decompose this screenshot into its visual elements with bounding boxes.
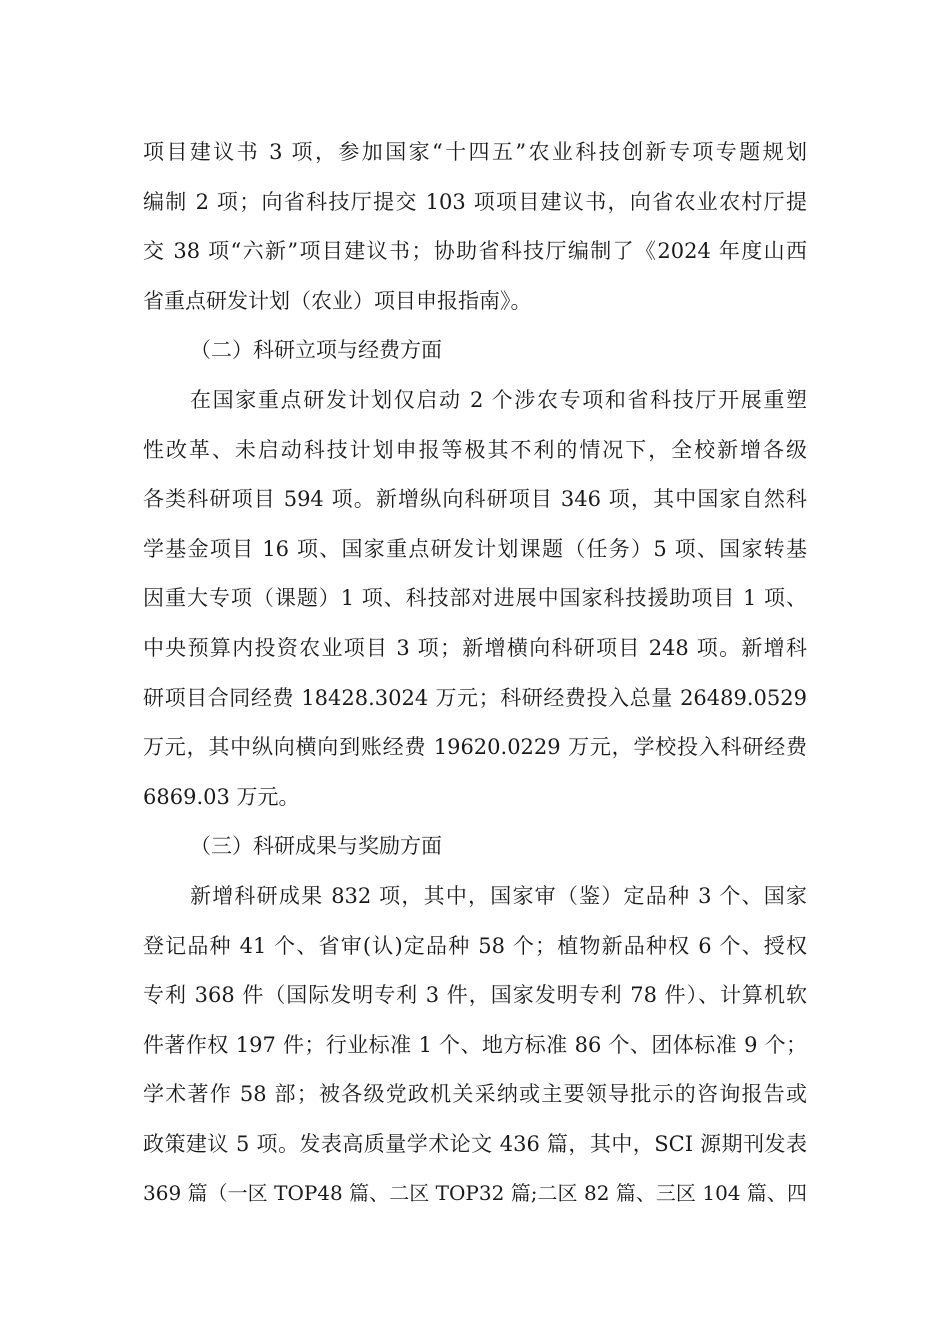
- text-line: 369 篇（一区 TOP48 篇、二区 TOP32 篇;二区 82 篇、三区 104 篇、四: [143, 1181, 807, 1206]
- text-line: 件著作权 197 件；行业标准 1 个、地方标准 86 个、团体标准 9 个；: [143, 1032, 807, 1057]
- text-line: 登记品种 41 个、省审(认)定品种 58 个；植物新品种权 6 个、授权: [143, 933, 807, 958]
- section-heading: （二）科研立项与经费方面: [190, 338, 442, 363]
- text-line: 编制 2 项；向省科技厅提交 103 项项目建议书，向省农业农村厅提: [143, 189, 807, 214]
- text-line: 学基金项目 16 项、国家重点研发计划课题（任务）5 项、国家转基: [143, 536, 807, 561]
- text-line: 万元，其中纵向横向到账经费 19620.0229 万元，学校投入科研经费: [143, 735, 807, 760]
- paragraph-first-line: 新增科研成果 832 项，其中，国家审（鉴）定品种 3 个、国家: [190, 883, 807, 908]
- text-line: 因重大专项（课题）1 项、科技部对进展中国家科技援助项目 1 项、: [143, 586, 807, 611]
- text-line: 项目建议书 3 项，参加国家“十四五”农业科技创新专项专题规划: [143, 140, 807, 164]
- text-line: 中央预算内投资农业项目 3 项；新增横向科研项目 248 项。新增科: [143, 635, 807, 660]
- text-line: 省重点研发计划（农业）项目申报指南》。: [143, 288, 532, 313]
- paragraph-first-line: 在国家重点研发计划仅启动 2 个涉农专项和省科技厅开展重塑: [190, 387, 807, 412]
- text-line: 学术著作 58 部；被各级党政机关采纳或主要领导批示的咨询报告或: [143, 1082, 807, 1107]
- text-line: 政策建议 5 项。发表高质量学术论文 436 篇，其中，SCI 源期刊发表: [143, 1131, 807, 1156]
- text-line: 各类科研项目 594 项。新增纵向科研项目 346 项，其中国家自然科: [143, 487, 807, 512]
- document-body: [143, 128, 807, 1219]
- text-line: 6869.03 万元。: [143, 784, 300, 809]
- text-line: 研项目合同经费 18428.3024 万元；科研经费投入总量 26489.0529: [143, 685, 807, 710]
- text-line: 性改革、未启动科技计划申报等极其不利的情况下，全校新增各级: [143, 437, 807, 462]
- text-line: 交 38 项“六新”项目建议书；协助省科技厅编制了《2024 年度山西: [143, 239, 807, 264]
- section-heading: （三）科研成果与奖励方面: [190, 834, 442, 859]
- text-line: 专利 368 件（国际发明专利 3 件，国家发明专利 78 件）、计算机软: [143, 983, 807, 1008]
